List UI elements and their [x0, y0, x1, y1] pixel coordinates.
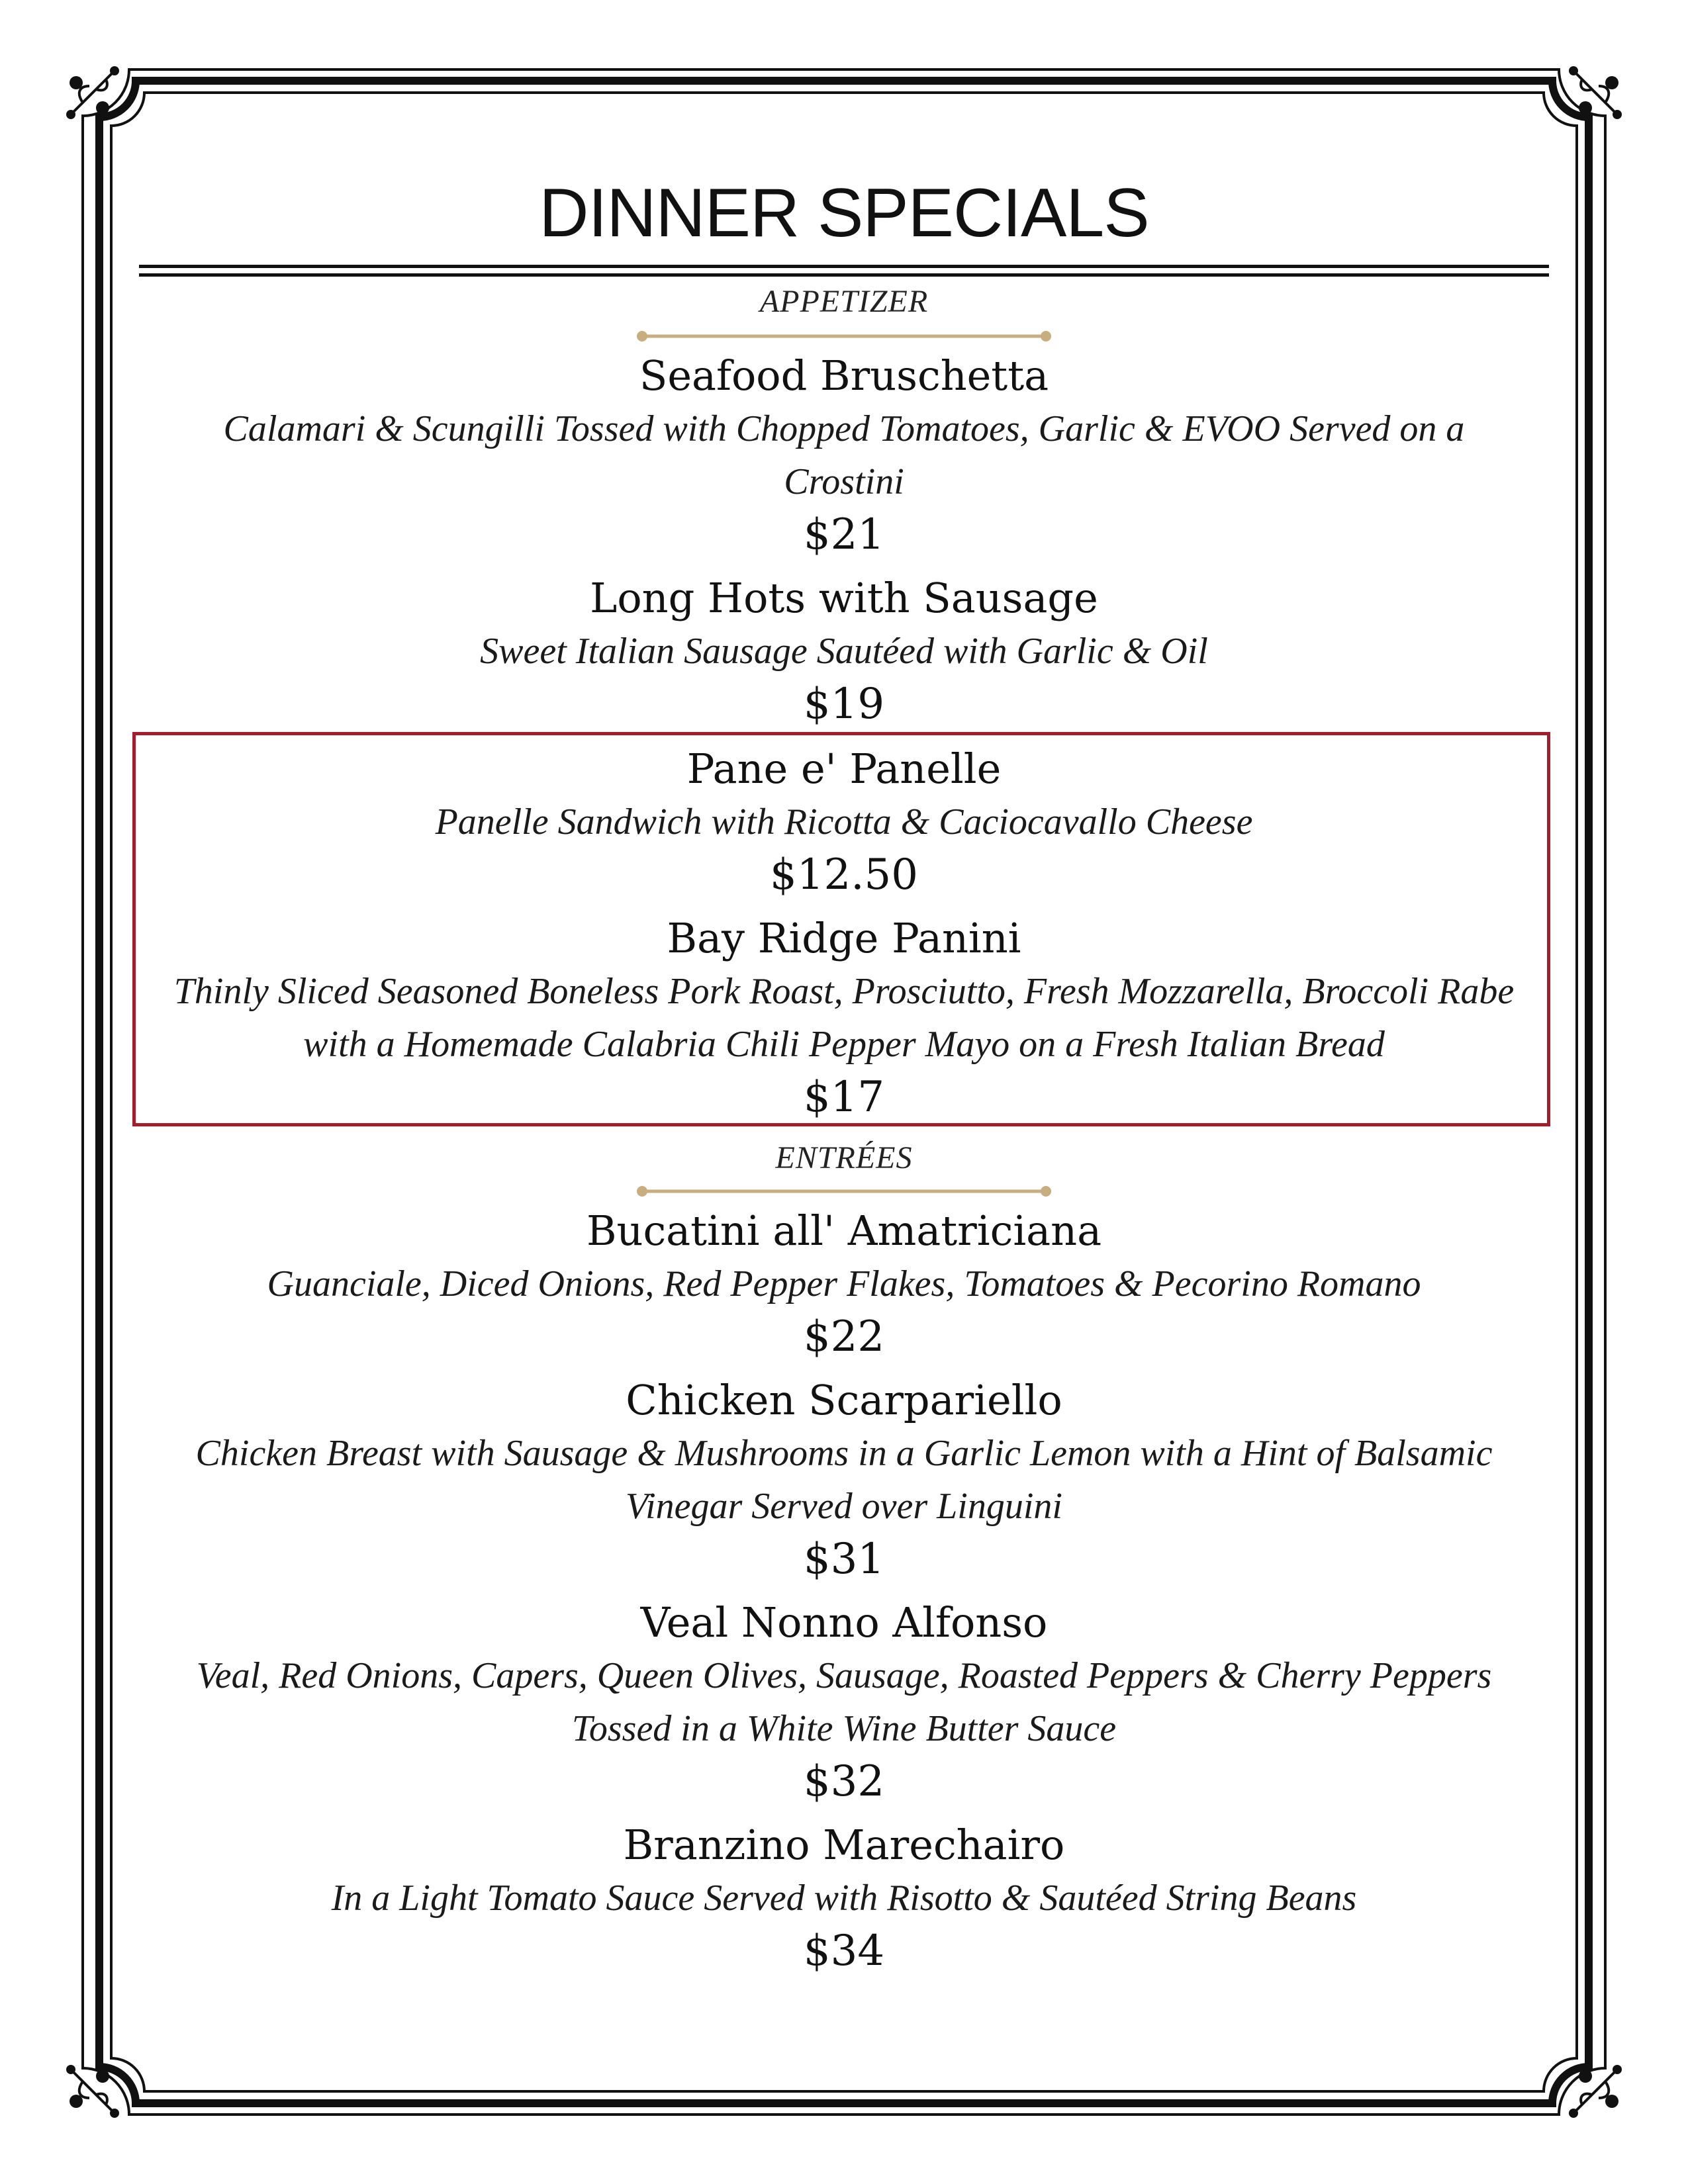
- menu-item-price: $31: [803, 1535, 885, 1584]
- menu-item-name: Bucatini all' Amatriciana: [586, 1206, 1102, 1255]
- menu-item-price: $34: [803, 1927, 885, 1976]
- page-title: DINNER SPECIALS: [539, 175, 1149, 251]
- floral-sprig-icon: [1559, 56, 1632, 129]
- menu-item-price: $32: [803, 1757, 885, 1806]
- menu-item-description: Calamari & Scungilli Tossed with Chopped Tomatoes, Garlic & EVOO Served on a Crostini: [223, 408, 1465, 502]
- menu-item-description: Sweet Italian Sausage Sautéed with Garlic & Oil: [480, 631, 1208, 672]
- menu-item-description: Panelle Sandwich with Ricotta & Caciocavallo Cheese: [435, 801, 1253, 842]
- floral-sprig-icon: [56, 56, 129, 129]
- gold-divider: [635, 328, 1053, 344]
- menu-item-description: Chicken Breast with Sausage & Mushrooms in a Garlic Lemon with a Hint of Balsamic Vinegar Served over Linguini: [195, 1433, 1493, 1527]
- menu-item-name: Pane e' Panelle: [686, 745, 1002, 793]
- menu-item-description: Thinly Sliced Seasoned Boneless Pork Roast, Prosciutto, Fresh Mozzarella, Broccoli Rabe with a Homemade Calabria Chili Pepper Mayo on a Fresh Italian Bread: [173, 971, 1515, 1065]
- floral-sprig-icon: [1559, 2055, 1632, 2128]
- menu-item-description: In a Light Tomato Sauce Served with Risotto & Sautéed String Beans: [331, 1878, 1357, 1919]
- menu-item-name: Chicken Scarpariello: [626, 1376, 1062, 1424]
- menu-item-description: Guanciale, Diced Onions, Red Pepper Flakes, Tomatoes & Pecorino Romano: [267, 1263, 1421, 1304]
- section-label-appetizer: APPETIZER: [759, 284, 929, 319]
- floral-sprig-icon: [56, 2055, 129, 2128]
- title-rule-top: [139, 265, 1549, 268]
- menu-item-price: $17: [803, 1073, 885, 1122]
- menu-item-price: $19: [803, 680, 885, 729]
- menu-item-name: Long Hots with Sausage: [590, 574, 1098, 622]
- section-label-entrees: ENTRÉES: [775, 1140, 913, 1175]
- menu-item-price: $21: [803, 510, 885, 559]
- title-rule-bottom: [139, 273, 1549, 277]
- menu-item-name: Veal Nonno Alfonso: [640, 1598, 1048, 1647]
- menu-item-price: $12.50: [770, 850, 918, 899]
- menu-item-price: $22: [803, 1312, 885, 1361]
- menu-item-name: Bay Ridge Panini: [667, 914, 1021, 962]
- menu-item-name: Seafood Bruschetta: [639, 351, 1049, 400]
- menu-item-name: Branzino Marechairo: [623, 1821, 1065, 1869]
- gold-divider: [635, 1183, 1053, 1199]
- menu-item-description: Veal, Red Onions, Capers, Queen Olives, Sausage, Roasted Peppers & Cherry Peppers Tossed in a White Wine Butter Sauce: [196, 1655, 1492, 1749]
